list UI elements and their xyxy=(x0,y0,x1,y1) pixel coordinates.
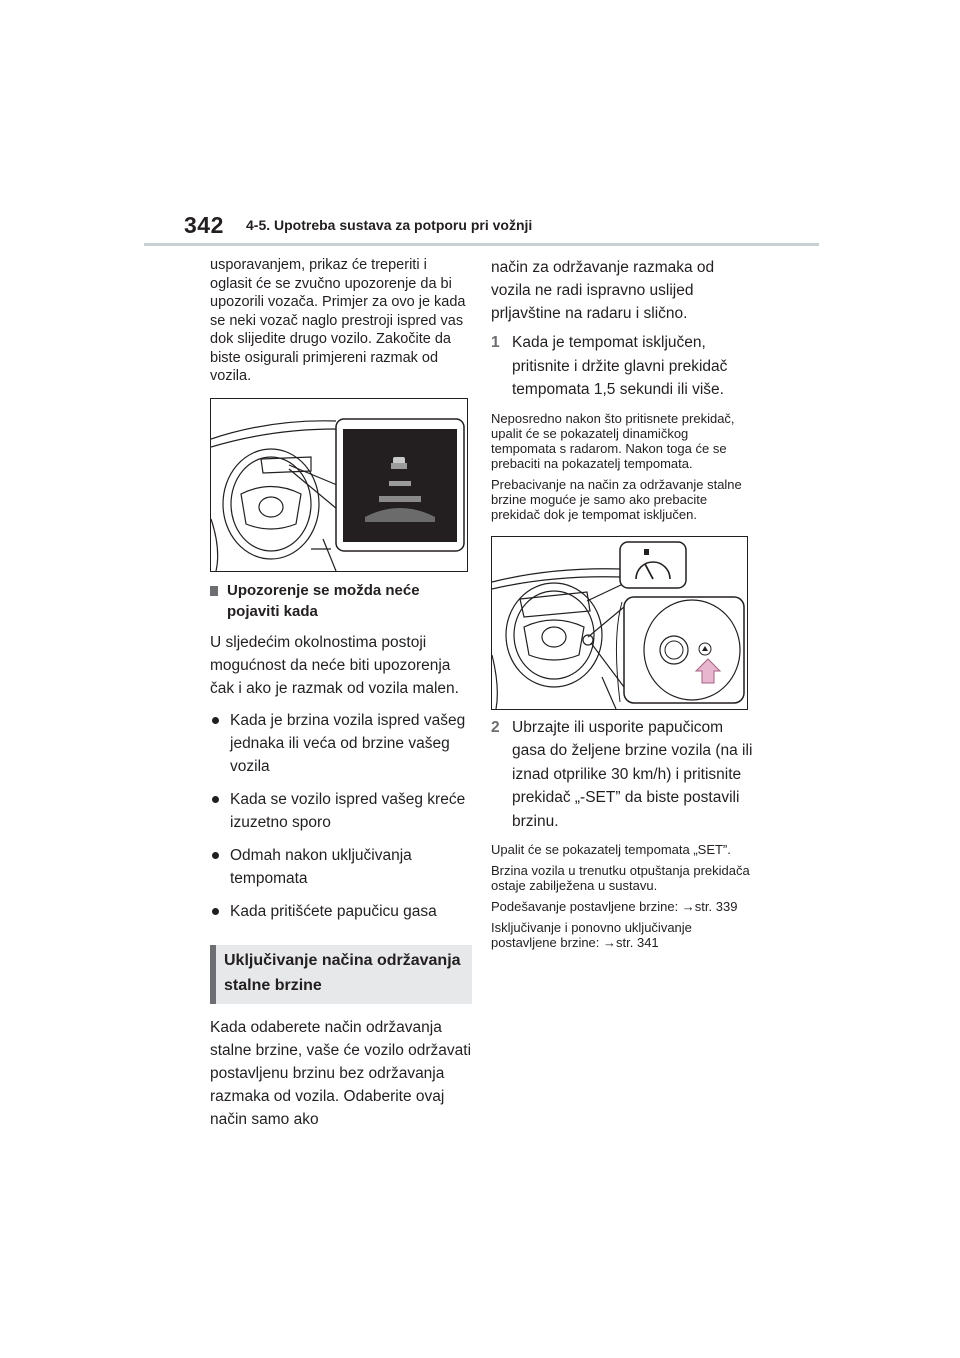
list-item: Kada pritišćete papučicu gasa xyxy=(210,900,472,923)
section-paragraph: Kada odaberete način održavanja stalne brzine, vaše će vozilo održavati postavljenu brzinu bez održavanja razmaka od vozila. Odaberite ovaj način samo ako xyxy=(210,1018,472,1128)
bullet-icon xyxy=(212,908,219,915)
cross-reference-note: Podešavanje postavljene brzine: →str. 339 xyxy=(491,899,738,914)
step-text: Ubrzajte ili usporite papučicom gasa do željene brzine vozila (na ili iznad otprilike 30 km/h) i pritisnite prekidač „-SET” da biste postavili brzinu. xyxy=(512,718,753,830)
cruise-switch-figure xyxy=(491,536,748,710)
note: Neposredno nakon što pritisnete prekidač, upalit će se pokazatelj dinamičkog tempomata s radarom. Nakon toga će se prebaciti na pokazatelj tempomata. xyxy=(491,410,735,471)
section-header-title: 4-5. Upotreba sustava za potporu pri vožnji xyxy=(246,217,533,233)
page-number: 342 xyxy=(184,212,224,238)
continued-paragraph: način za održavanje razmaka od vozila ne radi ispravno uslijed prljavštine na radaru i slično. xyxy=(491,259,715,322)
step-number: 1 xyxy=(491,334,500,351)
right-column xyxy=(491,256,753,950)
steering-wheel-switch-illustration xyxy=(492,537,747,709)
bullet-icon xyxy=(212,852,219,859)
conditions-paragraph: U sljedećim okolnostima postoji mogućnost da neće biti upozorenja čak i ako je razmak od vozila malen. xyxy=(210,633,459,697)
bullet-icon xyxy=(212,717,219,724)
list-item: Kada se vozilo ispred vašeg kreće izuzetno sporo xyxy=(210,788,472,834)
note: Prebacivanje na način za održavanje stalne brzine moguće je samo ako prebacite prekidač dok je tempomat isključen. xyxy=(491,476,742,522)
section-heading: Uključivanje načina održavanja stalne brzine xyxy=(210,945,472,1004)
bullet-icon xyxy=(212,796,219,803)
step-1 xyxy=(491,331,753,402)
warning-subheading: Upozorenje se možda neće pojaviti kada xyxy=(210,580,472,623)
cross-reference-note: Isključivanje i ponovno uključivanje postavljene brzine: →str. 341 xyxy=(491,920,692,950)
note: Brzina vozila u trenutku otpuštanja prekidača ostaje zabilježena u sustavu. xyxy=(491,863,750,893)
conditions-list xyxy=(210,709,472,923)
intro-paragraph: usporavanjem, prikaz će treperiti i oglasit će se zvučno upozorenje da bi upozorili vozača. Primjer za ovo je kada se neki vozač naglo prestroji ispred vas dok slijedite drugo vozilo. Zakočite da biste osigurali primjereni razmak od vozila. xyxy=(210,257,466,384)
header-divider xyxy=(144,243,819,246)
left-column xyxy=(210,256,472,1131)
subheading-marker-icon xyxy=(210,586,218,596)
step-number: 2 xyxy=(491,718,500,736)
dashboard-warning-illustration xyxy=(211,399,467,571)
list-item: Odmah nakon uključivanja tempomata xyxy=(210,844,472,890)
list-item: Kada je brzina vozila ispred vašeg jednaka ili veća od brzine vašeg vozila xyxy=(210,709,472,778)
step-2 xyxy=(491,716,753,834)
warning-display-figure xyxy=(210,398,468,572)
step-text: Kada je tempomat isključen, pritisnite i držite glavni prekidač tempomata 1,5 sekundi ili više. xyxy=(512,334,728,398)
note: Upalit će se pokazatelj tempomata „SET”. xyxy=(491,842,731,857)
